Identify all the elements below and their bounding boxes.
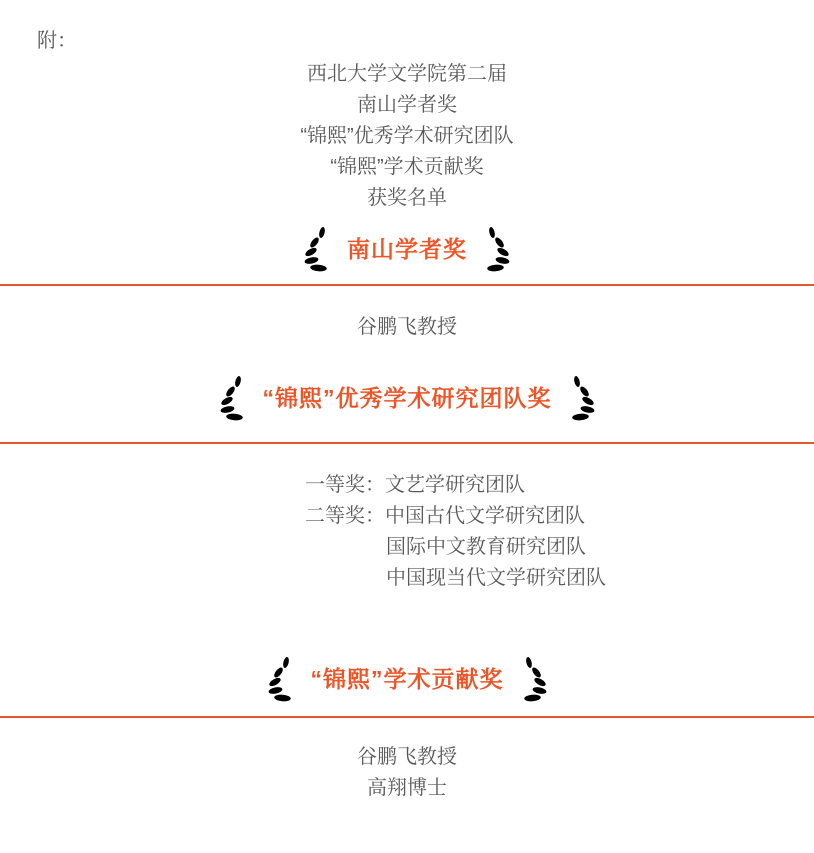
section2-heading: [0, 375, 814, 421]
second-prize-team: 中国现当代文学研究团队: [386, 567, 606, 589]
section3-title: “锦熙”学术贡献奖: [310, 665, 504, 692]
intro-line: 南山学者奖: [357, 94, 457, 116]
intro-block: [0, 59, 814, 214]
second-prize-line: [305, 501, 814, 532]
section-divider: [0, 284, 814, 286]
laurel-left-icon: [268, 656, 294, 702]
second-prize-line: [305, 563, 814, 594]
section1-winner: 谷鹏飞教授: [357, 316, 457, 338]
laurel-left-icon: [220, 375, 246, 421]
intro-line: 获奖名单: [367, 187, 447, 209]
laurel-right-icon: [521, 656, 547, 702]
section-divider: [0, 442, 814, 444]
section2-title: “锦熙”优秀学术研究团队奖: [262, 384, 552, 411]
second-prize-label: 二等奖：: [305, 505, 385, 527]
awards-list: [0, 470, 814, 594]
second-prize-team: 国际中文教育研究团队: [386, 536, 586, 558]
section-divider: [0, 716, 814, 718]
first-prize-line: [305, 470, 814, 501]
intro-line: 西北大学文学院第二届: [307, 63, 507, 85]
laurel-right-icon: [569, 375, 595, 421]
winner-name: 高翔博士: [367, 777, 447, 799]
section3-winners: [0, 742, 814, 804]
attachment-label: 附：: [37, 30, 77, 52]
section3-heading: [0, 656, 814, 702]
intro-line: “锦熙”优秀学术研究团队: [300, 125, 514, 147]
intro-line: “锦熙”学术贡献奖: [330, 156, 484, 178]
second-prize-line: [305, 532, 814, 563]
first-prize-team: 文艺学研究团队: [385, 474, 525, 496]
winner-name: 谷鹏飞教授: [357, 746, 457, 768]
section1-title: 南山学者奖: [347, 235, 467, 262]
laurel-right-icon: [484, 226, 510, 272]
document-page: [0, 30, 814, 804]
first-prize-label: 一等奖：: [305, 474, 385, 496]
section1-heading: [0, 226, 814, 272]
laurel-left-icon: [304, 226, 330, 272]
second-prize-team: 中国古代文学研究团队: [385, 505, 585, 527]
